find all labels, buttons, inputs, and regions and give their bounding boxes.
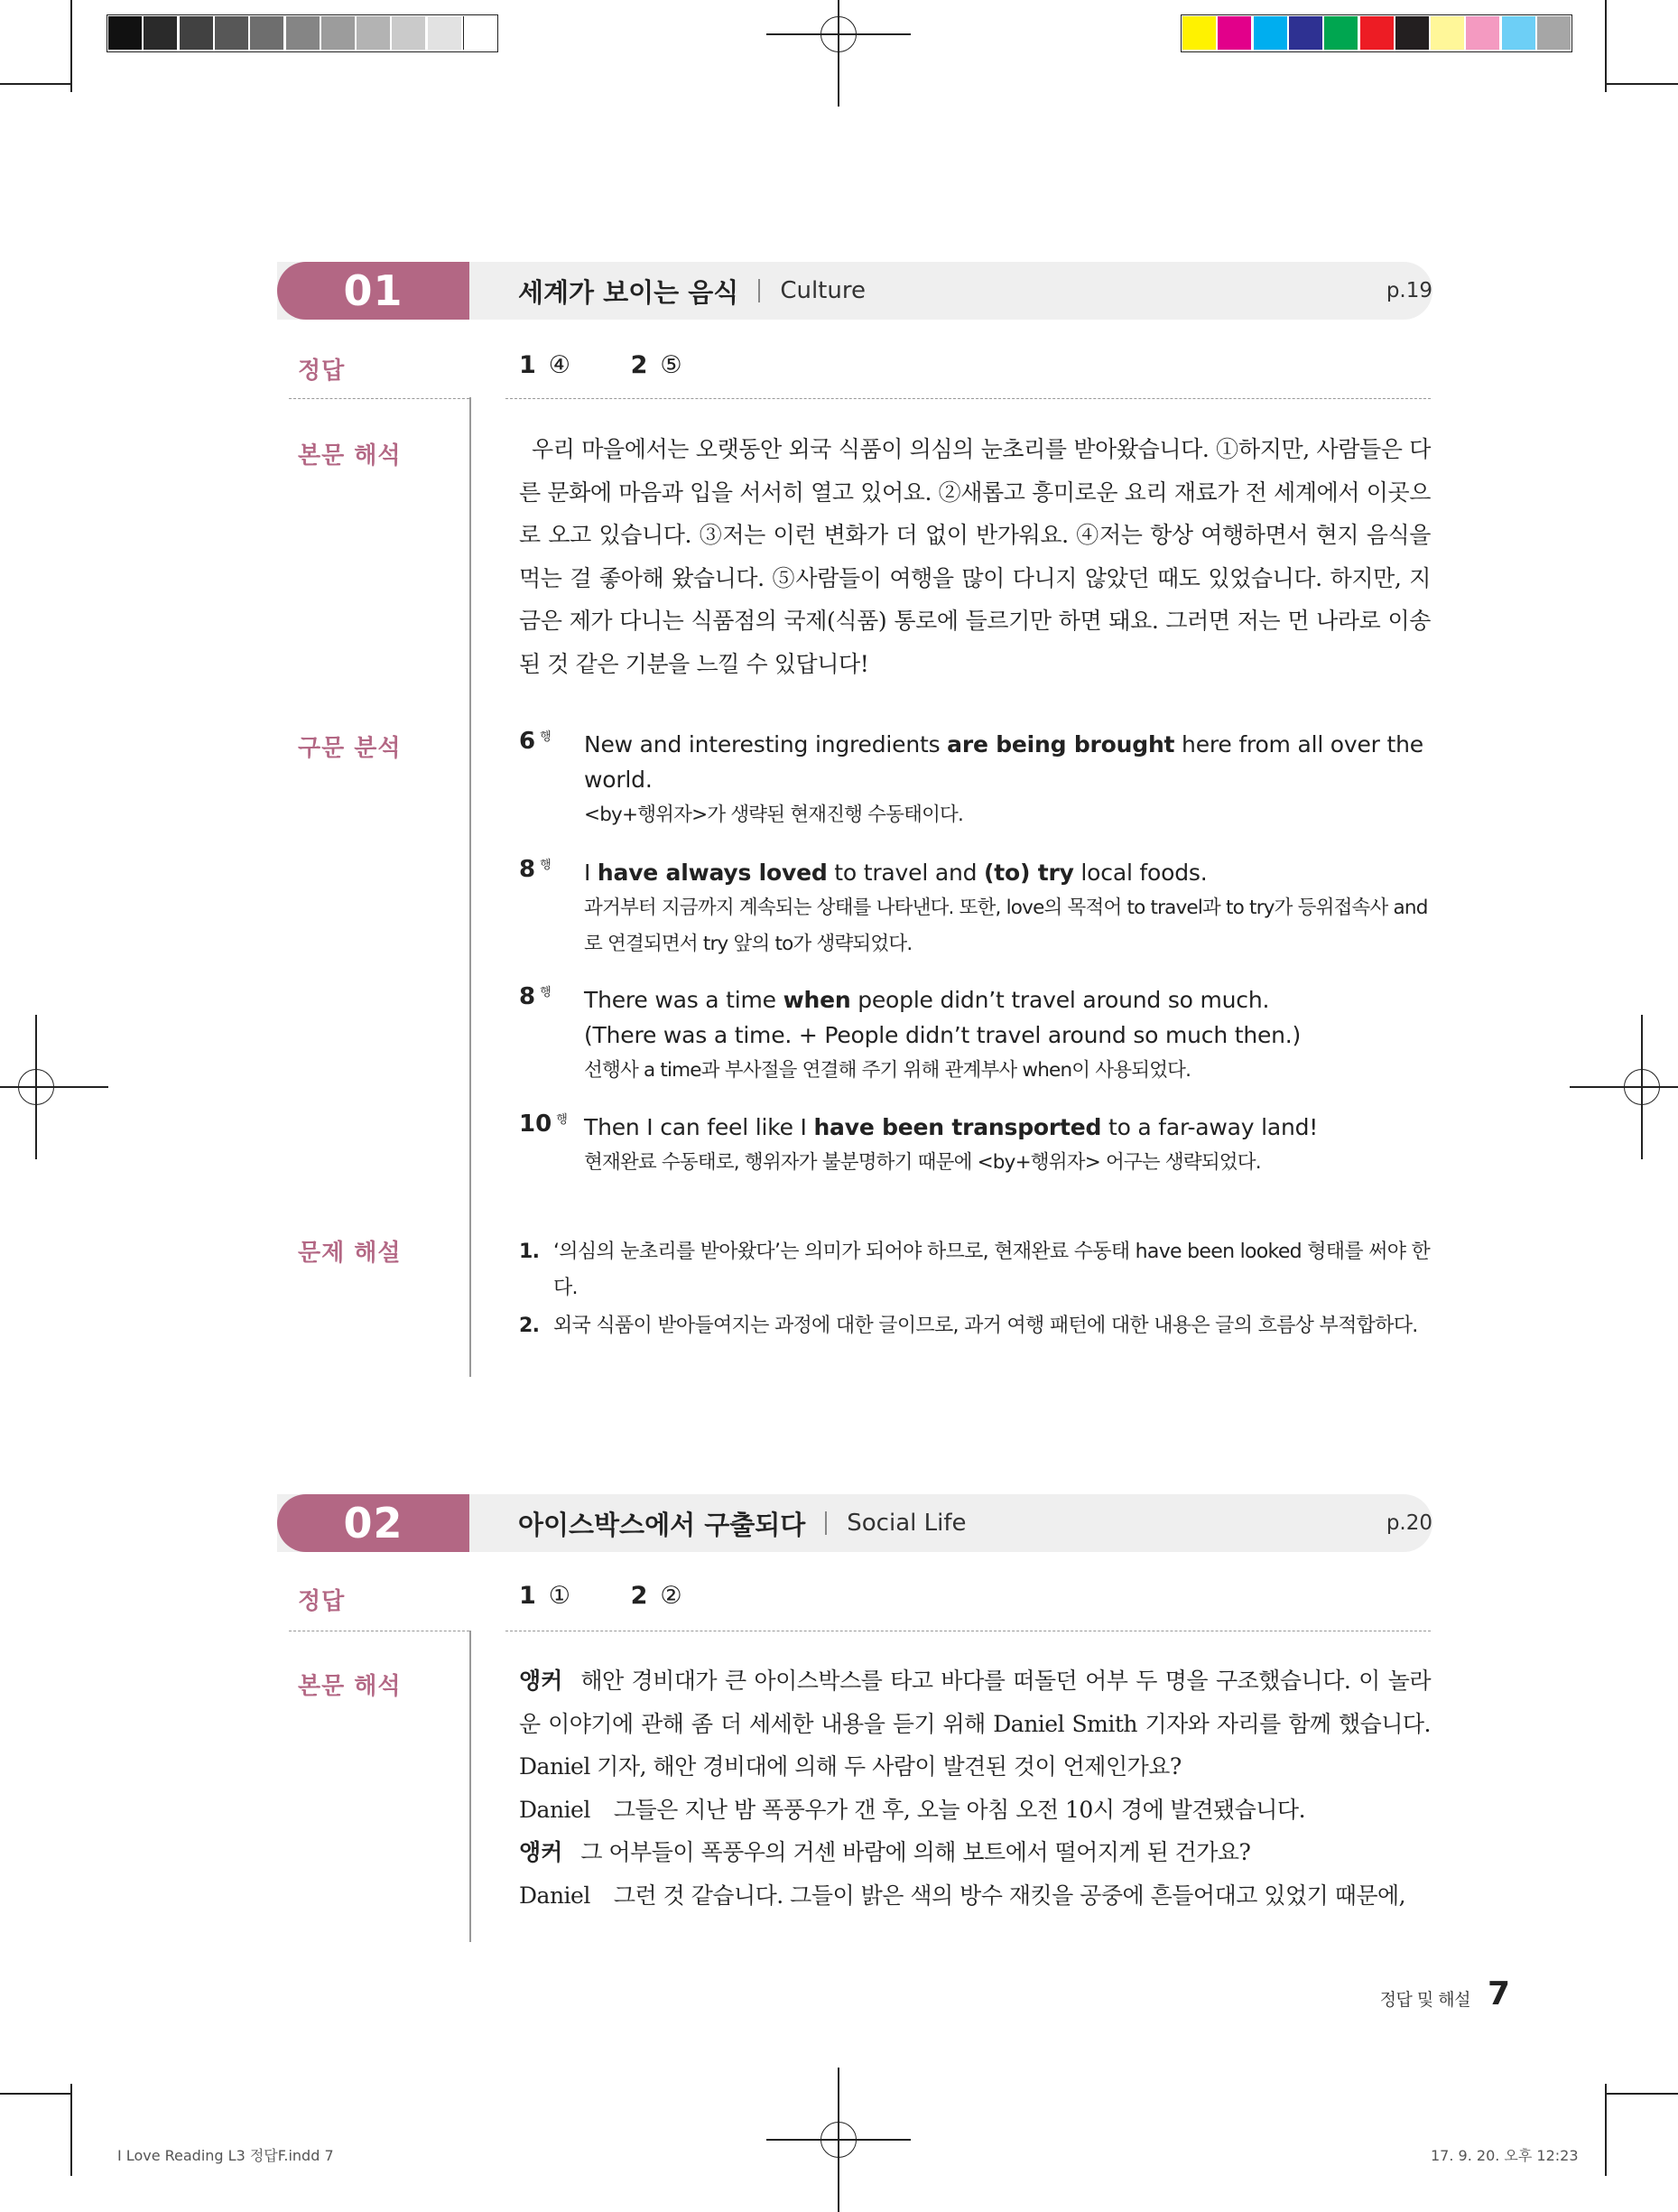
gray-swatch bbox=[286, 16, 320, 50]
color-swatch bbox=[1431, 16, 1464, 50]
analysis-sentence: New and interesting ingredients are being brought here from all over the world. bbox=[584, 731, 1423, 793]
gray-swatch bbox=[250, 16, 283, 50]
dashed-divider bbox=[289, 398, 469, 399]
analysis-note: 선행사 a time과 부사절을 연결해 주기 위해 관계부사 when이 사용되었다. bbox=[584, 1059, 1191, 1082]
title-separator bbox=[825, 1511, 827, 1535]
dialogue-line bbox=[519, 1831, 1431, 1874]
answers-label: 정답 bbox=[298, 1588, 346, 1615]
dialogue-line bbox=[519, 1659, 1431, 1789]
section-title bbox=[518, 1494, 966, 1552]
translation-label: 본문 해석 bbox=[298, 1673, 402, 1700]
footer-label: 정답 및 해설 bbox=[1379, 1990, 1470, 2010]
registration-mark-bottom bbox=[766, 2068, 911, 2212]
line-number: 8 $^행$ bbox=[519, 856, 552, 883]
slug-timestamp: 17. 9. 20. 오후 12:23 bbox=[1431, 2147, 1579, 2164]
dialogue-line bbox=[519, 1789, 1431, 1832]
analysis-note: 현재완료 수동태로, 행위자가 불분명하기 때문에 <by+행위자> 어구는 생략되었다. bbox=[584, 1151, 1261, 1174]
line-number: 6 $^행$ bbox=[519, 728, 552, 755]
section-number: 02 bbox=[277, 1494, 469, 1552]
speaker-name: 앵커 bbox=[519, 1668, 563, 1694]
speaker-name: 앵커 bbox=[519, 1839, 563, 1865]
gray-calibration-bar bbox=[107, 14, 498, 52]
section-category: Social Life bbox=[847, 1510, 967, 1537]
analysis-sentence: There was a time when people didn’t travel around so much. bbox=[584, 987, 1270, 1013]
analysis-item bbox=[519, 1110, 1431, 1181]
gray-swatch bbox=[357, 16, 390, 50]
translation-label: 본문 해석 bbox=[298, 442, 402, 469]
section-number: 01 bbox=[277, 262, 469, 320]
gray-swatch bbox=[392, 16, 425, 50]
problems-label: 문제 해설 bbox=[298, 1240, 402, 1267]
answer-item: 1 ① bbox=[519, 1582, 571, 1610]
problem-number: 1. bbox=[519, 1241, 540, 1263]
gray-swatch bbox=[108, 16, 142, 50]
answers-row bbox=[519, 351, 735, 379]
color-swatch bbox=[1218, 16, 1251, 50]
speaker-name: Daniel bbox=[519, 1797, 590, 1823]
gray-swatch bbox=[428, 16, 461, 50]
gray-swatch bbox=[215, 16, 248, 50]
answer-item: 2 ⑤ bbox=[630, 351, 682, 379]
dashed-divider bbox=[505, 398, 1431, 399]
dialogue-text: 그런 것 같습니다. 그들이 밝은 색의 방수 재킷을 공중에 흔들어대고 있었기 때문에, bbox=[613, 1882, 1406, 1909]
analysis-sentence: I have always loved to travel and (to) try local foods. bbox=[584, 860, 1208, 886]
column-divider bbox=[469, 397, 471, 1377]
section-title-text: 아이스박스에서 구출되다 bbox=[518, 1509, 806, 1540]
color-swatch bbox=[1360, 16, 1394, 50]
problem-text: 외국 식품이 받아들여지는 과정에 대한 글이므로, 과거 여행 패턴에 대한 내용은 글의 흐름상 부적합하다. bbox=[553, 1315, 1418, 1337]
analysis-item bbox=[519, 855, 1431, 962]
analysis-sentence-paraphrase: (There was a time. + People didn’t travel around so much then.) bbox=[584, 1022, 1302, 1048]
title-separator bbox=[758, 279, 760, 302]
page-reference: p.20 bbox=[1386, 1511, 1432, 1535]
dialogue-text: 해안 경비대가 큰 아이스박스를 타고 바다를 떠돌던 어부 두 명을 구조했습니다. 이 놀라운 이야기에 관해 좀 더 세세한 내용을 듣기 위해 Daniel Smith 기자와 자리를 함께 했습니다. Daniel 기자, 해안 경비대에 의해 두 사람이 발견된 것이 언제인가요? bbox=[519, 1668, 1431, 1780]
answer-item: 2 ② bbox=[630, 1582, 682, 1610]
column-divider bbox=[469, 1631, 471, 1942]
color-swatch bbox=[1537, 16, 1571, 50]
translation-text: 우리 마을에서는 오랫동안 외국 식품이 의심의 눈초리를 받아왔습니다. ①하지만, 사람들은 다른 문화에 마음과 입을 서서히 열고 있어요. ②새롭고 흥미로운 요리 재료가 전 세계에서 이곳으로 오고 있습니다. ③저는 이런 변화가 더 없이 반가워요. ④저는 항상 여행하면서 현지 음식을 먹는 걸 좋아해 왔습니다. ⑤사람들이 여행을 많이 다니지 않았던 때도 있었습니다. 하지만, 지금은 제가 다니는 식품점의 국제(식품) 통로에 들르기만 하면 돼요. 그러면 저는 먼 나라로 이송된 것 같은 기분을 느낄 수 있답니다! bbox=[519, 436, 1431, 677]
dialogue-line bbox=[519, 1874, 1431, 1918]
color-swatch bbox=[1254, 16, 1287, 50]
line-number: 8 $^행$ bbox=[519, 983, 552, 1010]
problem-explanation bbox=[519, 1308, 1431, 1344]
analysis-item bbox=[519, 982, 1431, 1089]
color-swatch bbox=[1289, 16, 1322, 50]
registration-mark-right bbox=[1570, 1015, 1678, 1159]
speaker-name: Daniel bbox=[519, 1882, 590, 1909]
gray-swatch bbox=[321, 16, 355, 50]
color-calibration-bar bbox=[1181, 14, 1572, 52]
section-title-text: 세계가 보이는 음식 bbox=[518, 276, 739, 308]
gray-swatch bbox=[463, 16, 497, 50]
color-swatch bbox=[1395, 16, 1429, 50]
dialogue-text: 그들은 지난 밤 폭풍우가 갠 후, 오늘 아침 오전 10시 경에 발견됐습니다. bbox=[613, 1797, 1306, 1823]
registration-mark-top bbox=[766, 0, 911, 107]
slug-filename: I Love Reading L3 정답F.indd 7 bbox=[117, 2147, 334, 2164]
analysis-note: <by+행위자>가 생략된 현재진행 수동태이다. bbox=[584, 804, 964, 826]
line-number: 10 $^행$ bbox=[519, 1111, 568, 1138]
answers-row bbox=[519, 1582, 735, 1610]
page-reference: p.19 bbox=[1386, 279, 1432, 302]
color-swatch bbox=[1502, 16, 1535, 50]
page-number: 7 bbox=[1488, 1975, 1511, 2012]
gray-swatch bbox=[180, 16, 213, 50]
problem-text: ‘의심의 눈초리를 받아왔다’는 의미가 되어야 하므로, 현재완료 수동태 have been looked 형태를 써야 한다. bbox=[553, 1241, 1431, 1299]
analysis-label: 구문 분석 bbox=[298, 735, 402, 762]
problem-number: 2. bbox=[519, 1315, 540, 1337]
color-swatch bbox=[1466, 16, 1499, 50]
color-swatch bbox=[1182, 16, 1216, 50]
answers-label: 정답 bbox=[298, 358, 346, 385]
section-category: Culture bbox=[780, 277, 866, 304]
color-swatch bbox=[1324, 16, 1358, 50]
problem-explanation bbox=[519, 1234, 1431, 1306]
analysis-sentence: Then I can feel like I have been transported to a far-away land! bbox=[584, 1114, 1319, 1140]
answer-item: 1 ④ bbox=[519, 351, 571, 379]
section-title bbox=[518, 262, 866, 320]
registration-mark-left bbox=[0, 1015, 108, 1159]
dialogue-text: 그 어부들이 폭풍우의 거센 바람에 의해 보트에서 떨어지게 된 건가요? bbox=[580, 1839, 1251, 1865]
analysis-item bbox=[519, 727, 1431, 833]
analysis-note: 과거부터 지금까지 계속되는 상태를 나타낸다. 또한, love의 목적어 to travel과 to try가 등위접속사 and로 연결되면서 try 앞의 to가 생략되었다. bbox=[584, 897, 1428, 955]
gray-swatch bbox=[144, 16, 177, 50]
